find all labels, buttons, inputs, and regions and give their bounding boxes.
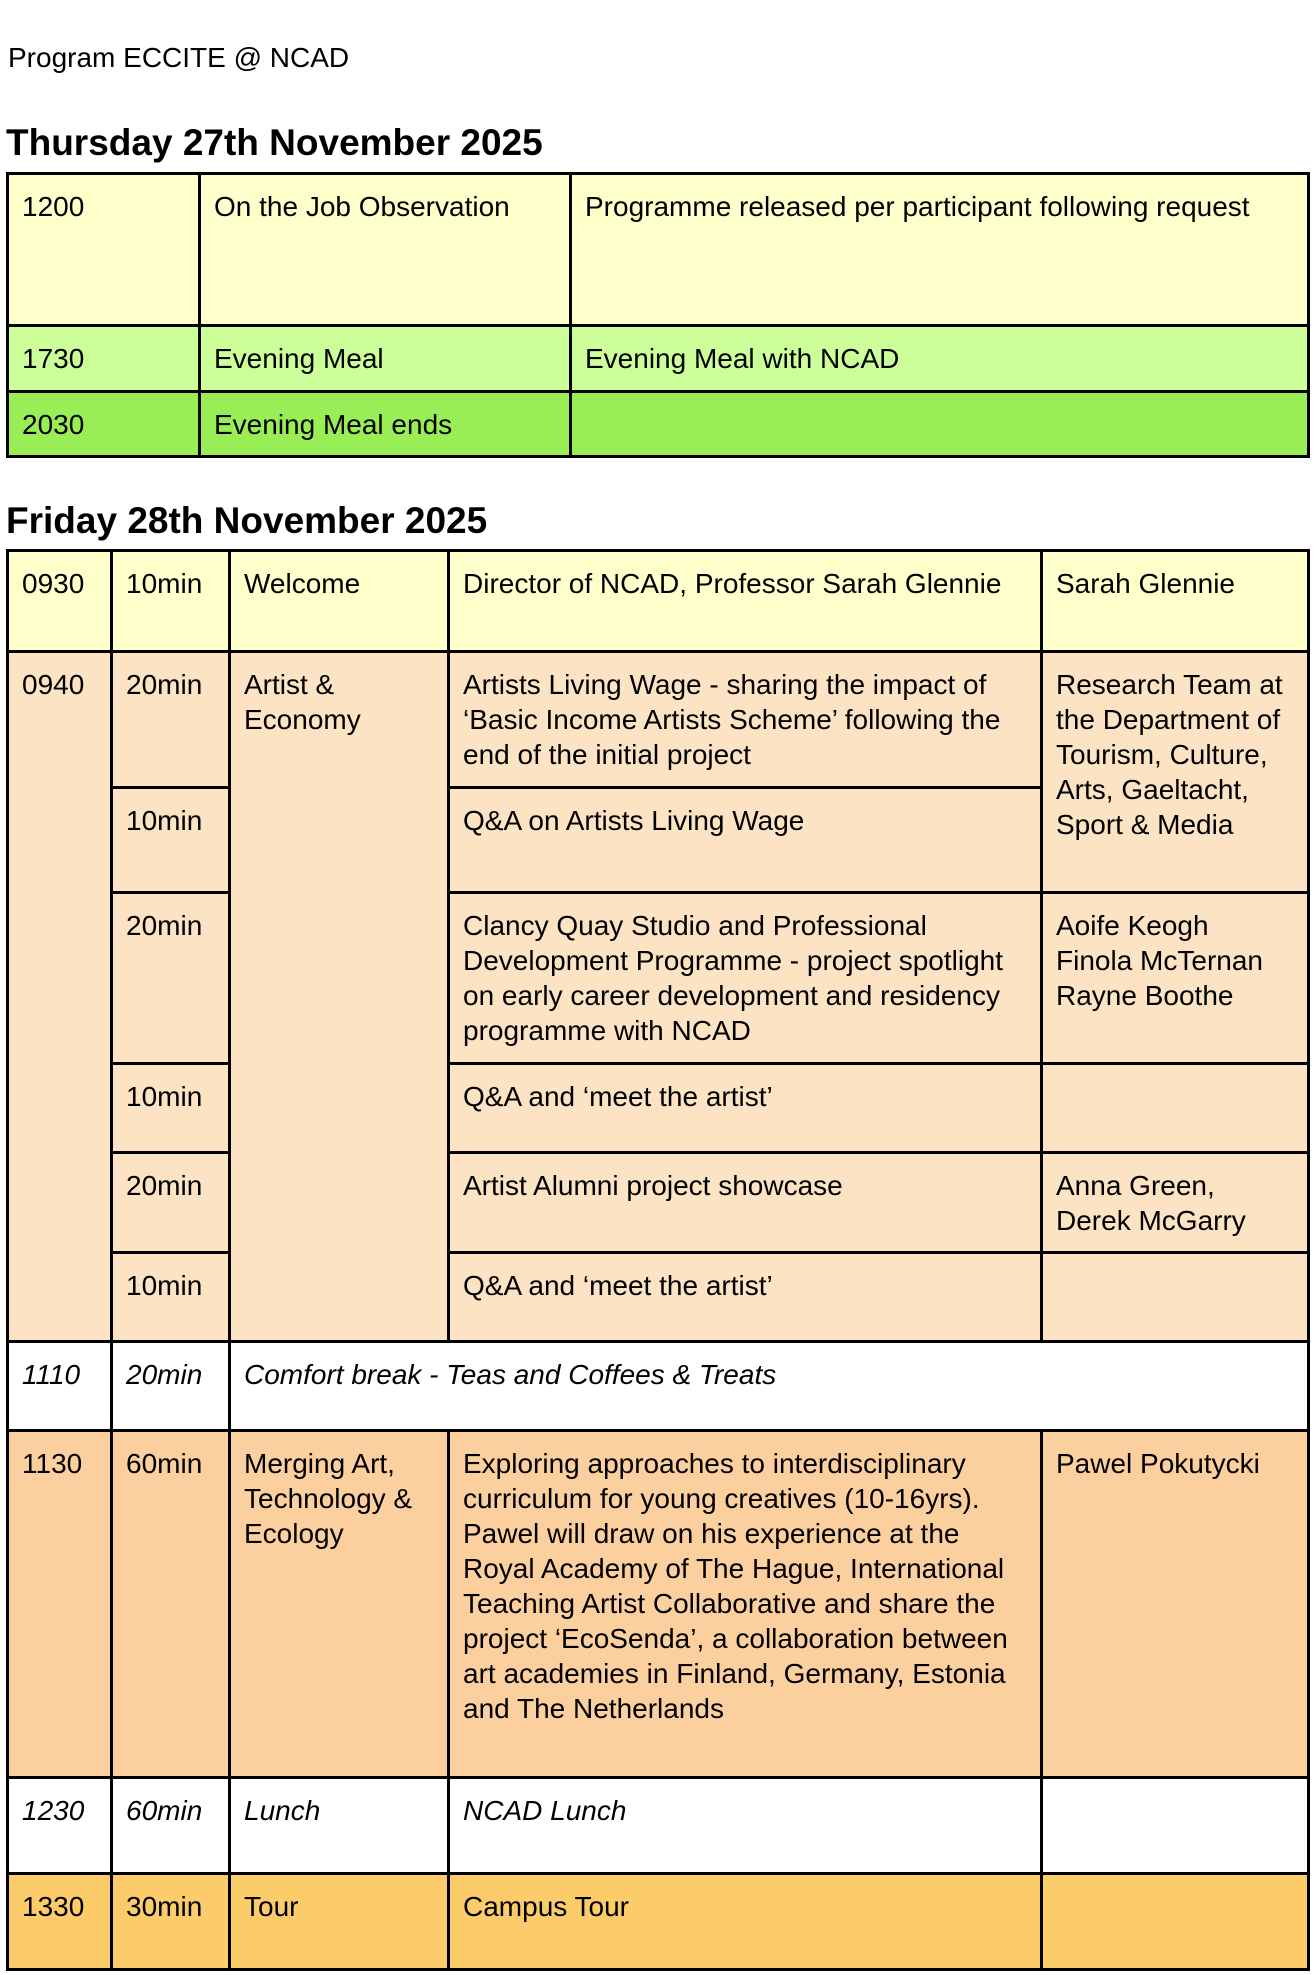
table-row (8, 1253, 1309, 1342)
speaker-cell: Sarah Glennie (1042, 551, 1309, 652)
speaker-cell (1042, 1253, 1309, 1342)
duration-cell: 60min (112, 1431, 230, 1778)
time-cell: 0930 (8, 551, 112, 652)
description-cell: Artists Living Wage - sharing the impact of ‘Basic Income Artists Scheme’ following the end of the initial project (449, 652, 1042, 788)
table-row (8, 551, 1309, 652)
friday-schedule-table (6, 549, 1310, 1971)
document-title: Program ECCITE @ NCAD (8, 42, 350, 73)
table-row (8, 652, 1309, 788)
time-cell: 1230 (8, 1778, 112, 1874)
time-cell: 1330 (8, 1874, 112, 1970)
speaker-cell (1042, 1778, 1309, 1874)
description-cell: Comfort break - Teas and Coffees & Treats (230, 1342, 1309, 1431)
friday-heading: Friday 28th November 2025 (6, 500, 488, 541)
description-cell: Exploring approaches to interdisciplinary curriculum for young creatives (10-16yrs). Pawel will draw on his experience at the Royal Academy of The Hague, International Teaching Artist Collaborative and share the project ‘EcoSenda’, a collaboration between art academies in Finland, Germany, Estonia and The Netherlands (449, 1431, 1042, 1778)
duration-cell: 20min (112, 652, 230, 788)
details-cell: Programme released per participant following request (571, 174, 1309, 326)
duration-cell: 10min (112, 1253, 230, 1342)
table-row (8, 392, 1309, 457)
description-cell: Q&A and ‘meet the artist’ (449, 1064, 1042, 1153)
description-cell: Artist Alumni project showcase (449, 1153, 1042, 1253)
table-row (8, 893, 1309, 1064)
table-row (8, 174, 1309, 326)
table-row (8, 1778, 1309, 1874)
duration-cell: 10min (112, 788, 230, 893)
time-cell: 1730 (8, 326, 200, 392)
details-cell: Evening Meal with NCAD (571, 326, 1309, 392)
table-row (8, 1064, 1309, 1153)
thursday-schedule-table (6, 172, 1310, 458)
details-cell (571, 392, 1309, 457)
table-row (8, 326, 1309, 392)
session-cell: Tour (230, 1874, 449, 1970)
description-cell: Campus Tour (449, 1874, 1042, 1970)
duration-cell: 20min (112, 893, 230, 1064)
speaker-name: Rayne Boothe (1056, 980, 1234, 1011)
description-cell: Q&A on Artists Living Wage (449, 788, 1042, 893)
duration-cell: 20min (112, 1342, 230, 1431)
table-row (8, 1153, 1309, 1253)
session-cell: Welcome (230, 551, 449, 652)
session-cell: Lunch (230, 1778, 449, 1874)
activity-cell: Evening Meal (200, 326, 571, 392)
speaker-cell: Anna Green, Derek McGarry (1042, 1153, 1309, 1253)
description-cell: NCAD Lunch (449, 1778, 1042, 1874)
duration-cell: 30min (112, 1874, 230, 1970)
speaker-cell (1042, 1064, 1309, 1153)
duration-cell: 10min (112, 551, 230, 652)
table-row (8, 1874, 1309, 1970)
description-cell: Director of NCAD, Professor Sarah Glennie (449, 551, 1042, 652)
duration-cell: 20min (112, 1153, 230, 1253)
speaker-cell (1042, 1874, 1309, 1970)
duration-cell: 60min (112, 1778, 230, 1874)
time-cell: 0940 (8, 652, 112, 1342)
description-cell: Q&A and ‘meet the artist’ (449, 1253, 1042, 1342)
speaker-cell (1042, 893, 1309, 1064)
session-cell: Artist & Economy (230, 652, 449, 1342)
time-cell: 1200 (8, 174, 200, 326)
time-cell: 2030 (8, 392, 200, 457)
table-row (8, 1431, 1309, 1778)
speaker-name: Finola McTernan (1056, 945, 1263, 976)
speaker-name: Aoife Keogh (1056, 910, 1209, 941)
description-cell: Clancy Quay Studio and Professional Development Programme - project spotlight on early career development and residency programme with NCAD (449, 893, 1042, 1064)
activity-cell: On the Job Observation (200, 174, 571, 326)
activity-cell: Evening Meal ends (200, 392, 571, 457)
time-cell: 1110 (8, 1342, 112, 1431)
speaker-cell: Research Team at the Department of Tourism, Culture, Arts, Gaeltacht, Sport & Media (1042, 652, 1309, 893)
time-cell: 1130 (8, 1431, 112, 1778)
table-row (8, 1342, 1309, 1431)
speaker-cell: Pawel Pokutycki (1042, 1431, 1309, 1778)
session-cell: Merging Art, Technology & Ecology (230, 1431, 449, 1778)
duration-cell: 10min (112, 1064, 230, 1153)
thursday-heading: Thursday 27th November 2025 (6, 122, 543, 163)
